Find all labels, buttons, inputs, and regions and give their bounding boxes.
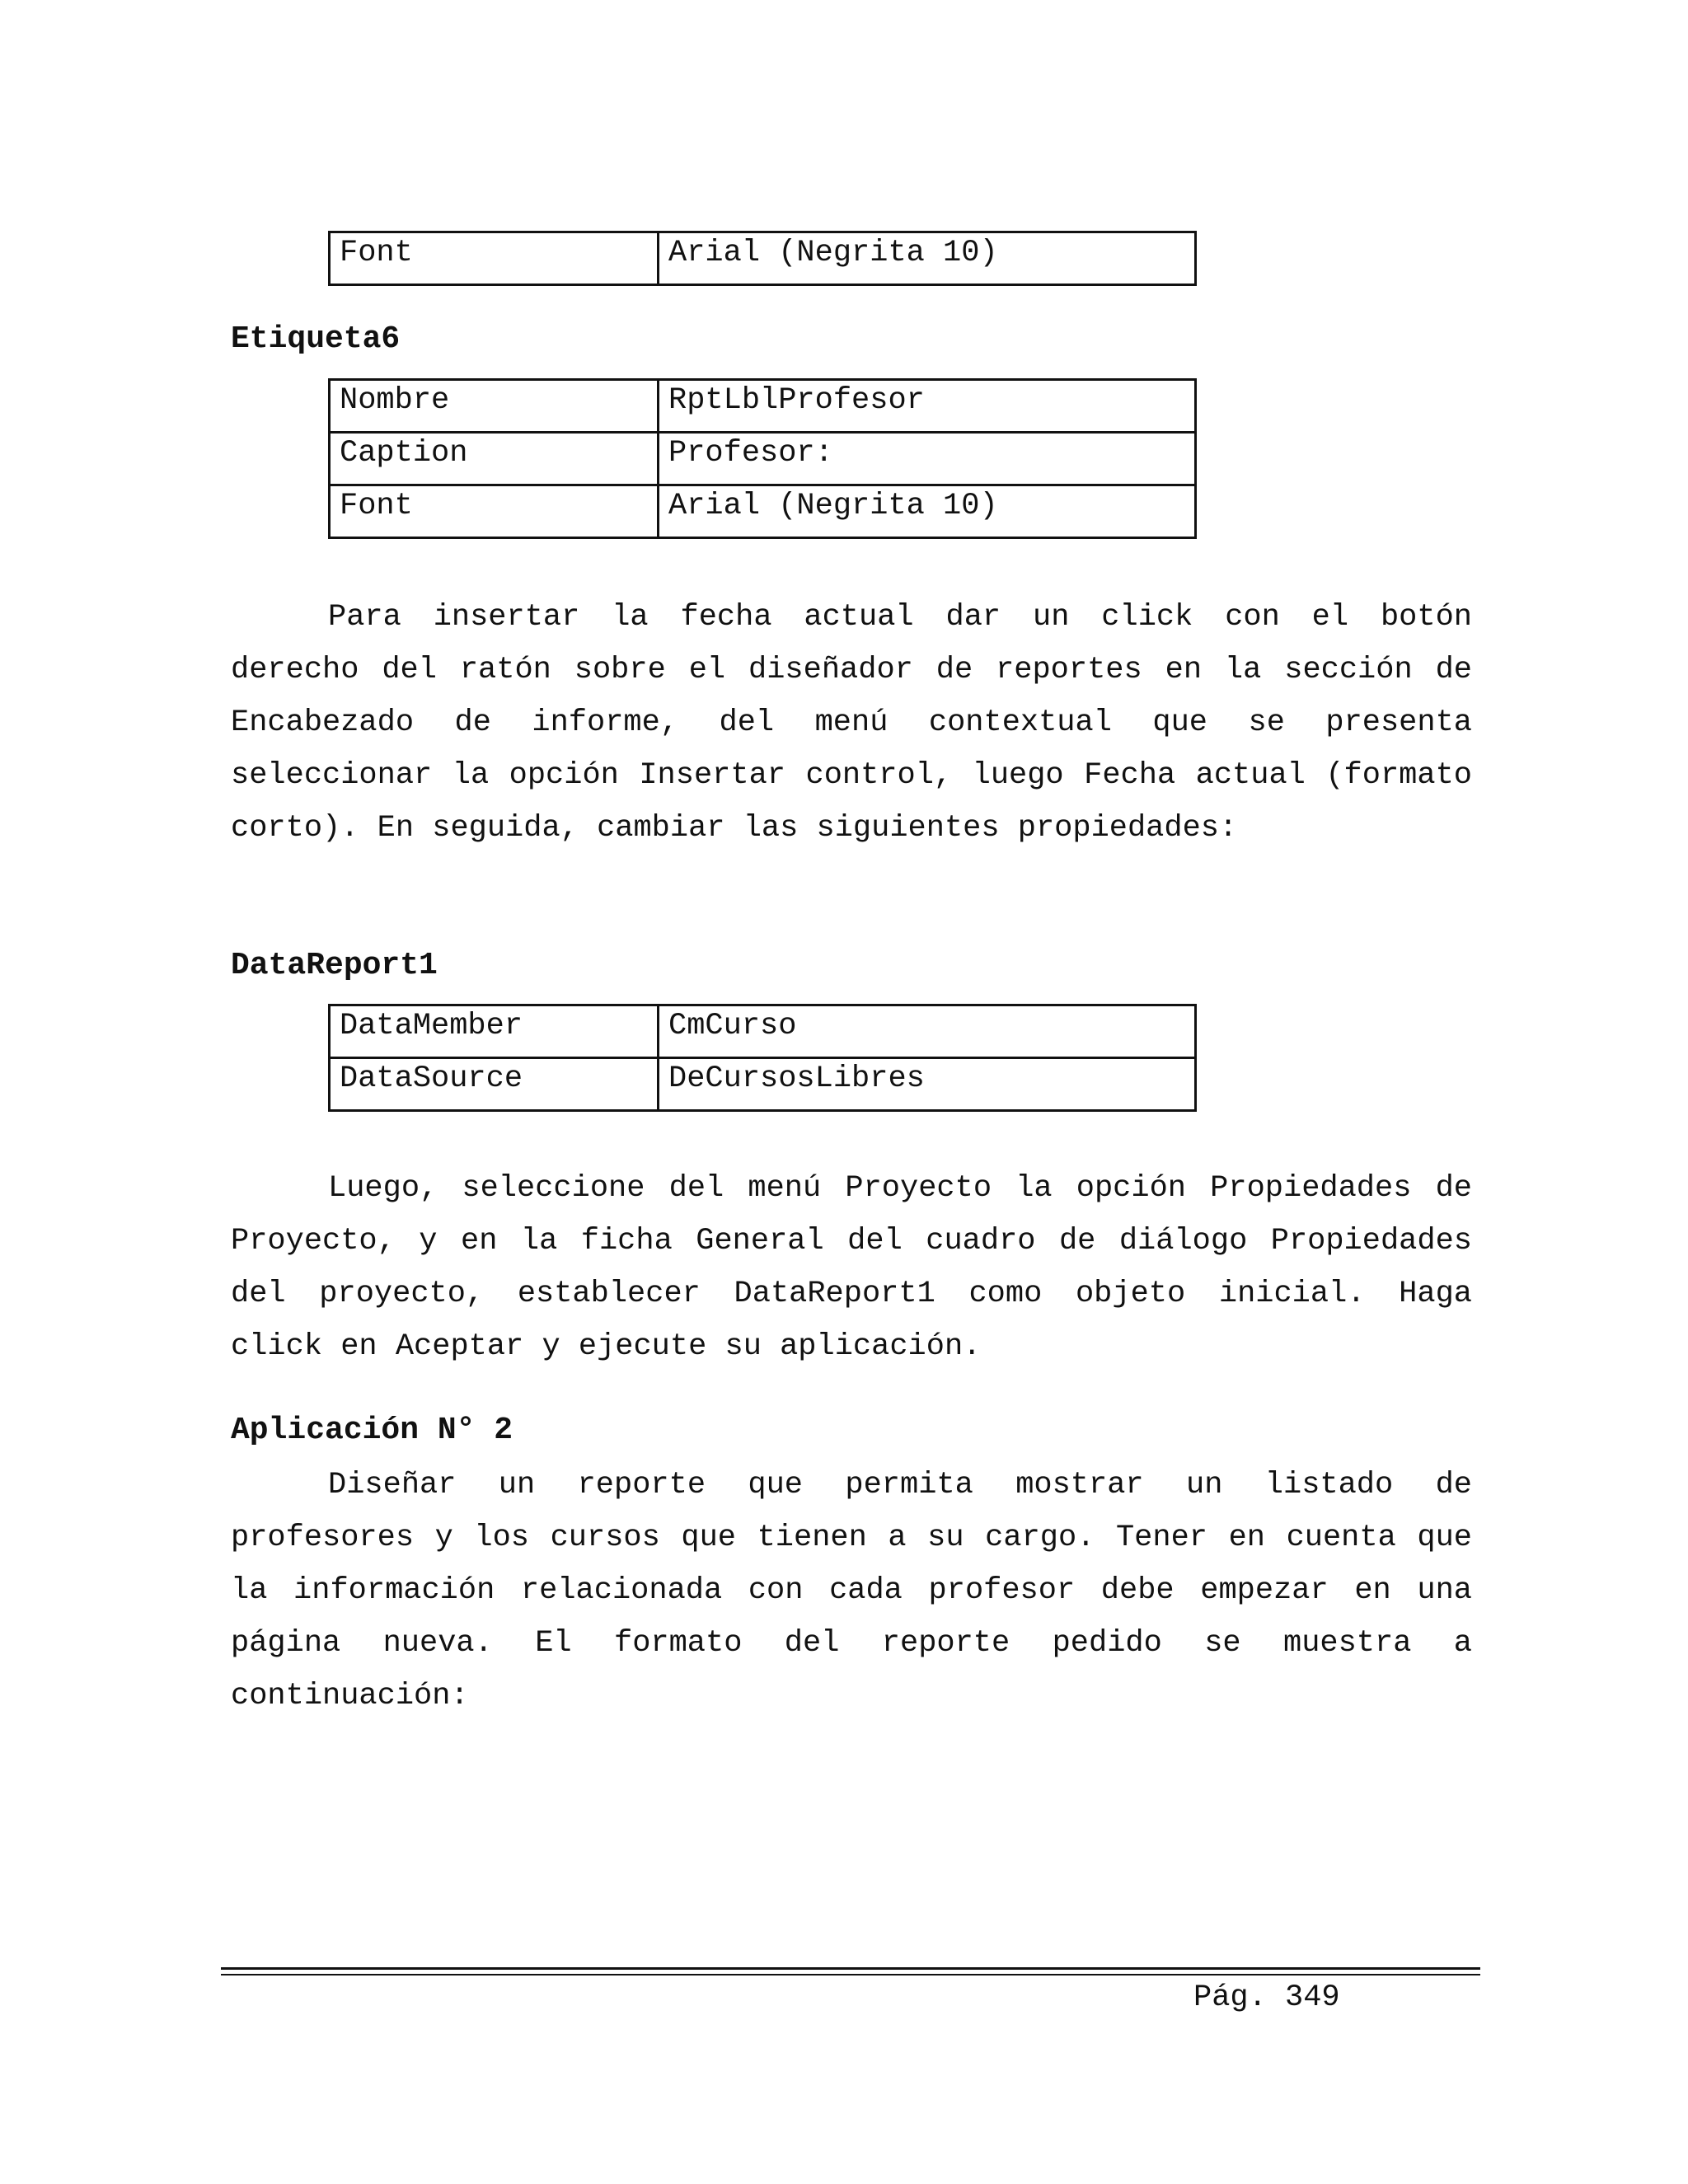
section-heading-datareport1: DataReport1 [231, 948, 438, 983]
section-heading-etiqueta6: Etiqueta6 [231, 321, 401, 357]
property-value: CmCurso [659, 1005, 1196, 1058]
footer-divider-secondary [221, 1974, 1480, 1975]
paragraph-insert-date: Para insertar la fecha actual dar un click con el botón derecho del ratón sobre el diseñador de reportes en la sección de Encabezado de informe, del menú contextual que se presenta seleccionar la opción Insertar control, luego Fecha actual (formato corto). En seguida, cambiar las siguientes propiedades: [231, 600, 1472, 846]
property-name: Font [330, 485, 659, 538]
property-name: Font [330, 232, 659, 285]
property-value: Profesor: [659, 433, 1196, 485]
table-row [330, 232, 1196, 285]
table-row [330, 1058, 1196, 1111]
property-name: Nombre [330, 380, 659, 433]
property-value: DeCursosLibres [659, 1058, 1196, 1111]
table-row [330, 380, 1196, 433]
paragraph-aplicacion-2: Diseñar un reporte que permita mostrar un listado de profesores y los cursos que tienen a su cargo. Tener en cuenta que la información relacionada con cada profesor debe empezar en una página nueva. El formato del reporte pedido se muestra a continuación: [231, 1468, 1472, 1713]
table-row [330, 485, 1196, 538]
property-name: DataSource [330, 1058, 659, 1111]
section-heading-aplicacion-2: Aplicación N° 2 [231, 1413, 513, 1448]
properties-table-etiqueta6 [328, 378, 1197, 539]
properties-table-continued [328, 231, 1197, 286]
property-value: Arial (Negrita 10) [659, 232, 1196, 285]
property-name: Caption [330, 433, 659, 485]
property-value: Arial (Negrita 10) [659, 485, 1196, 538]
paragraph-project-properties: Luego, seleccione del menú Proyecto la opción Propiedades de Proyecto, y en la ficha General del cuadro de diálogo Propiedades del proyecto, establecer DataReport1 como objeto inicial. Haga click en Aceptar y ejecute su aplicación. [231, 1171, 1472, 1364]
page-number: Pág. 349 [1193, 1980, 1340, 2015]
footer-divider [221, 1967, 1480, 1970]
property-name: DataMember [330, 1005, 659, 1058]
property-value: RptLblProfesor [659, 380, 1196, 433]
table-row [330, 433, 1196, 485]
table-row [330, 1005, 1196, 1058]
properties-table-datareport1 [328, 1004, 1197, 1112]
